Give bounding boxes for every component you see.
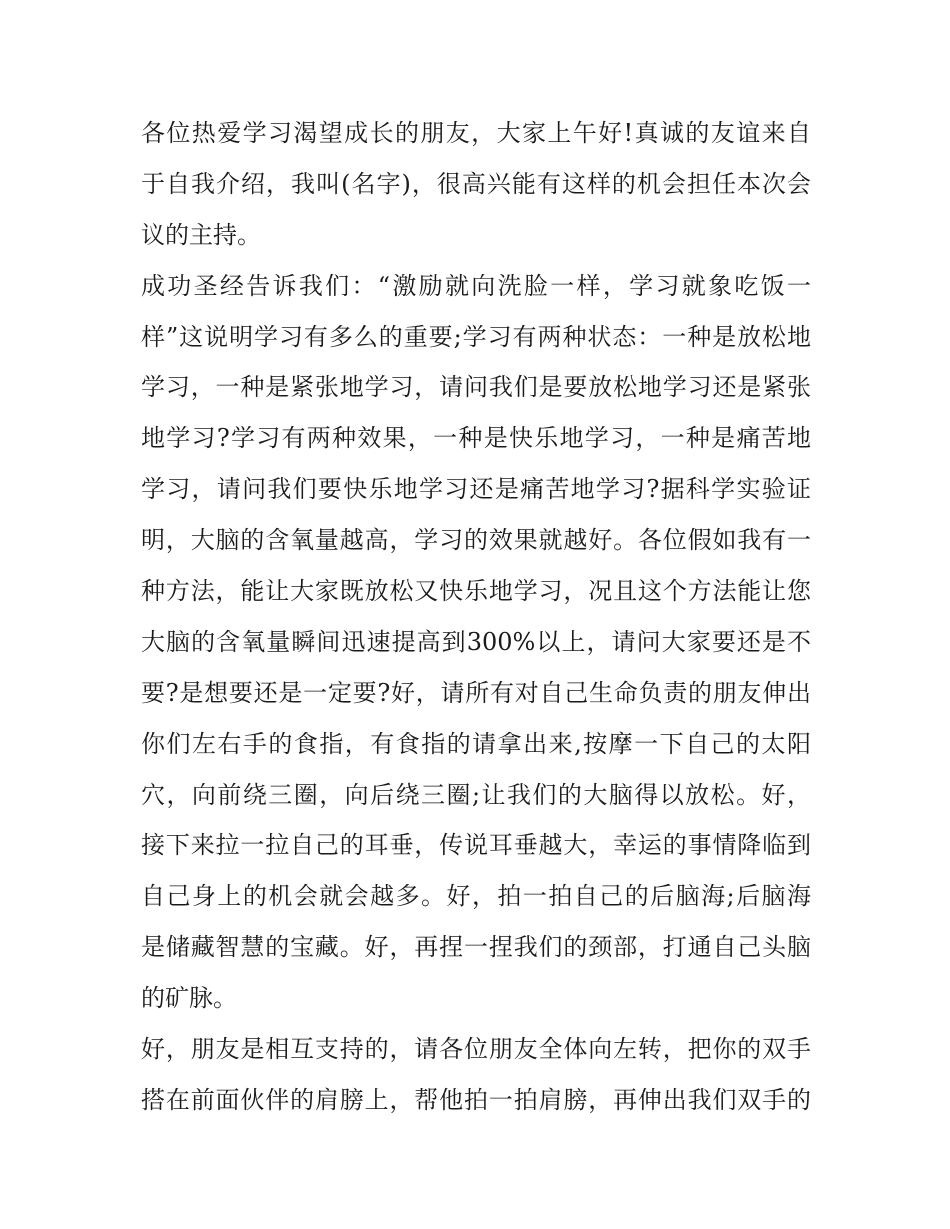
text-line: 大脑的含氧量瞬间迅速提高到300%以上，请问大家要还是不 xyxy=(141,627,811,656)
text-line: 的矿脉。 xyxy=(141,984,237,1013)
text-line: 学习，请问我们要快乐地学习还是痛苦地学习?据科学实验证 xyxy=(141,475,811,504)
paragraph-1 xyxy=(141,108,811,261)
text-line: 接下来拉一拉自己的耳垂，传说耳垂越大，幸运的事情降临到 xyxy=(141,831,811,860)
paragraph-2 xyxy=(141,261,811,1024)
text-line: 明，大脑的含氧量越高，学习的效果就越好。各位假如我有一 xyxy=(141,526,811,555)
text-line: 穴，向前绕三圈，向后绕三圈;让我们的大脑得以放松。好， xyxy=(141,780,811,809)
text-line: 种方法，能让大家既放松又快乐地学习，况且这个方法能让您 xyxy=(141,577,811,606)
text-line: 搭在前面伙伴的肩膀上，帮他拍一拍肩膀，再伸出我们双手的 xyxy=(141,1085,811,1114)
text-line: 于自我介绍，我叫(名字)，很高兴能有这样的机会担任本次会 xyxy=(141,169,811,198)
text-line: 各位热爱学习渴望成长的朋友，大家上午好!真诚的友谊来自 xyxy=(141,119,811,147)
text-line: 要?是想要还是一定要?好，请所有对自己生命负责的朋友伸出 xyxy=(141,678,811,707)
text-line: 自己身上的机会就会越多。好，拍一拍自己的后脑海;后脑海 xyxy=(141,882,811,911)
text-line: 你们左右手的食指，有食指的请拿出来,按摩一下自己的太阳 xyxy=(141,729,811,758)
text-line: 是储藏智慧的宝藏。好，再捏一捏我们的颈部，打通自己头脑 xyxy=(141,933,811,962)
text-line: 地学习?学习有两种效果，一种是快乐地学习，一种是痛苦地 xyxy=(141,424,811,453)
text-line: 成功圣经告诉我们：“激励就向洗脸一样，学习就象吃饭一 xyxy=(141,271,811,300)
paragraph-3 xyxy=(141,1024,811,1126)
text-line: 好，朋友是相互支持的，请各位朋友全体向左转，把你的双手 xyxy=(141,1035,811,1064)
text-line: 学习，一种是紧张地学习，请问我们是要放松地学习还是紧张 xyxy=(141,373,811,402)
text-line: 样”这说明学习有多么的重要;学习有两种状态：一种是放松地 xyxy=(141,322,811,351)
document-body xyxy=(141,108,811,1126)
text-line: 议的主持。 xyxy=(141,220,261,249)
